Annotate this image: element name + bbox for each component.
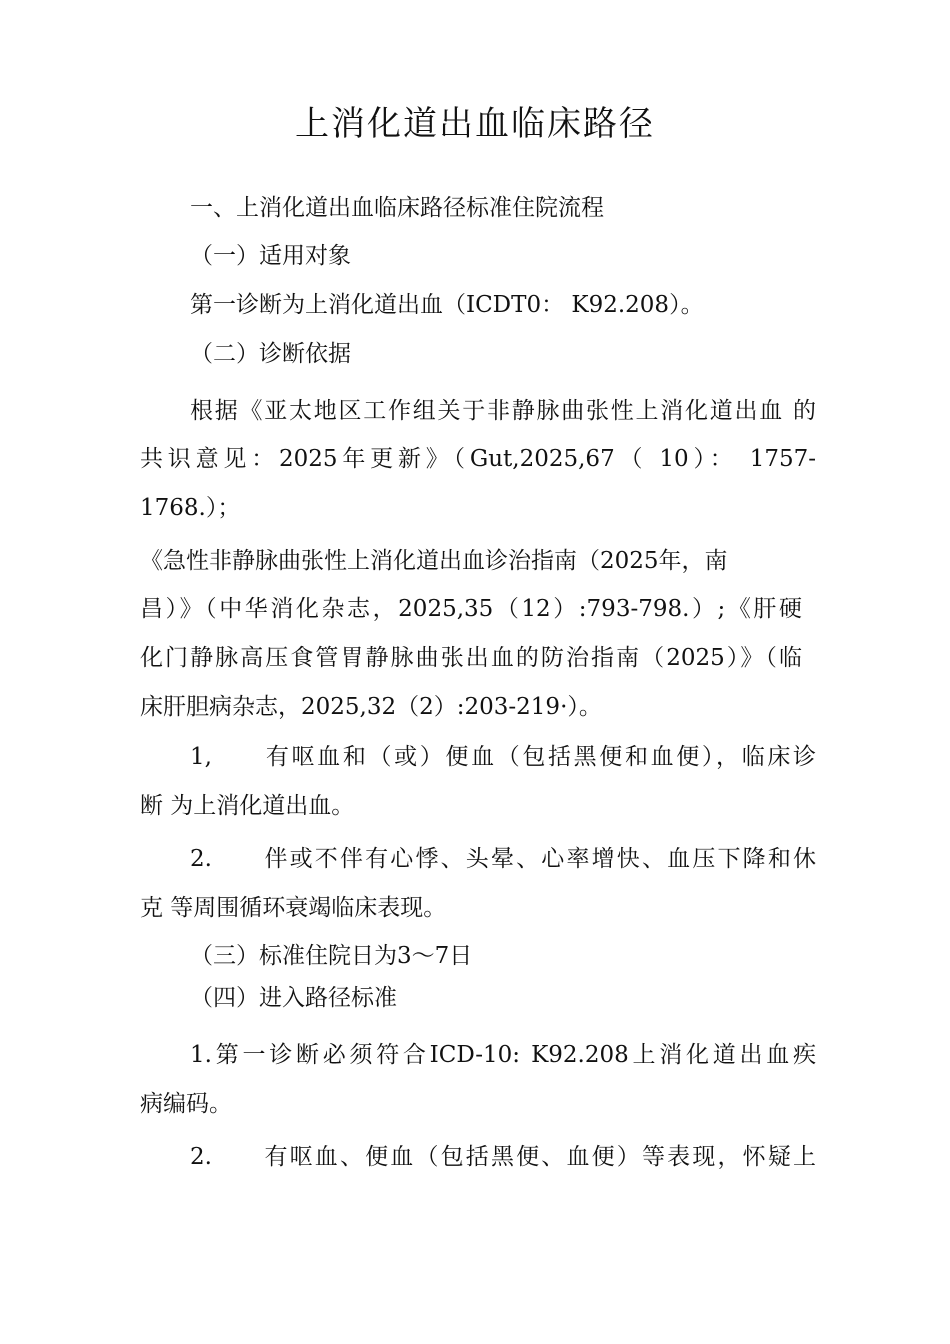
list-item-line: 克 等周围循环衰竭临床表现。: [140, 895, 447, 921]
list-item-line: 2. 有呕血、便血（包括黑便、血便）等表现，怀疑上: [190, 1144, 816, 1170]
paragraph-line: 1768.）；: [140, 495, 241, 521]
subsection-heading-hospital-stay: （三）标准住院日为3〜7日: [190, 943, 473, 969]
paragraph-line: 床肝胆病杂志，2025,32（2）:203-219·）。: [140, 694, 602, 720]
paragraph-line: 共识意见：2025年更新》（Gut,2025,67（ 10）： 1757-: [140, 446, 816, 472]
document-title: 上消化道出血临床路径: [295, 104, 655, 144]
subsection-heading-diagnosis-basis: （二）诊断依据: [190, 341, 351, 367]
subsection-heading-pathway-criteria: （四）进入路径标准: [190, 985, 397, 1011]
list-item-line: 1.第一诊断必须符合ICD-10: K92.208上消化道出血疾: [190, 1042, 816, 1068]
list-item-line: 病编码。: [140, 1091, 232, 1117]
paragraph-line: 昌）》（中华消化杂志，2025,35（12）:793-798.）;《肝硬: [140, 596, 802, 622]
list-item-line: 1, 有呕血和（或）便血（包括黑便和血便），临床诊: [190, 744, 816, 770]
subsection-heading-applicable-objects: （一）适用对象: [190, 243, 351, 269]
list-item-line: 2. 伴或不伴有心悸、头晕、心率增快、血压下降和休: [190, 846, 816, 872]
paragraph-line: 根据《亚太地区工作组关于非静脉曲张性上消化道出血 的: [190, 398, 816, 424]
paragraph-line: 《急性非静脉曲张性上消化道出血诊治指南（2025年，南: [140, 548, 728, 574]
paragraph-line: 第一诊断为上消化道出血（ICDT0： K92.208）。: [190, 292, 704, 318]
paragraph-line: 化门静脉高压食管胃静脉曲张出血的防治指南（2025）》（临: [140, 645, 802, 671]
list-item-line: 断 为上消化道出血。: [140, 793, 355, 819]
section-heading-1: 一、上消化道出血临床路径标准住院流程: [190, 195, 604, 221]
